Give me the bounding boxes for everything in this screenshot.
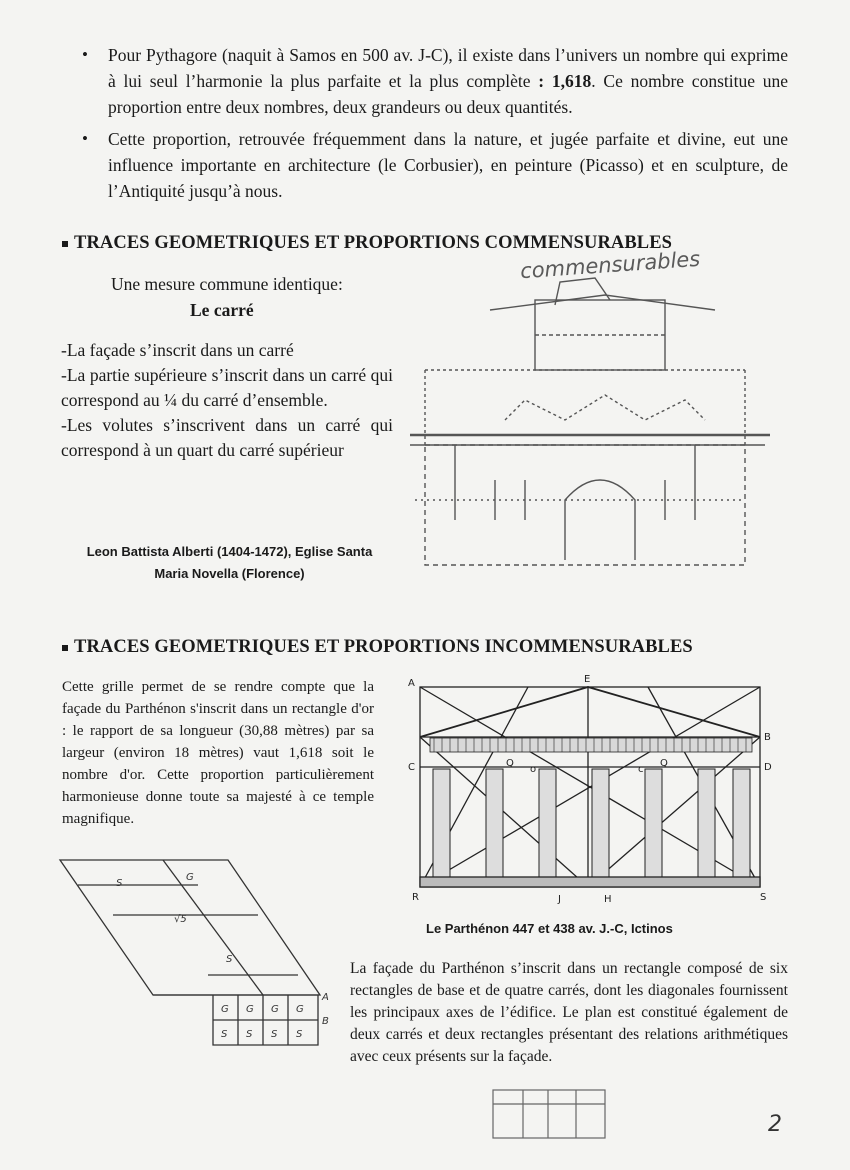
bullet-text-end: . Ce nombre constitue une proportion entre deux nombres, deux grandeurs ou deux quantités. [108, 71, 788, 117]
alberti-caption: Leon Battista Alberti (1404-1472), Eglise Santa Maria Novella (Florence) [86, 544, 373, 581]
label-q1: Q [506, 758, 514, 769]
square-description [61, 338, 393, 463]
square-bullet-icon [62, 645, 68, 651]
lead-text: Une mesure commune identique: [111, 274, 343, 294]
label-h: H [604, 894, 612, 905]
label-d: D [764, 762, 772, 773]
bullet-pythagore [80, 42, 788, 120]
santa-maria-novella-sketch [405, 270, 775, 570]
line-volutes: -Les volutes s’inscrivent dans un carré qui correspond à un quart du carré supérieur [61, 415, 393, 460]
line-upper-part: -La partie supérieure s’inscrit dans un carré qui correspond au ¼ du carré d’ensemble. [61, 365, 393, 410]
plan-grid-g-4: G [296, 1004, 304, 1015]
section-heading-incommensurables: TRACES GEOMETRIQUES ET PROPORTIONS INCOMMENSURABLES [62, 637, 693, 658]
golden-rectangle-text: Cette grille permet de se rendre compte que la façade du Parthénon s'inscrit dans un rectangle d'or : le rapport de sa longueur (30,88 mètres) par sa largeur (environ 18 mètres) vaut 1,618 soit le nombre d'or. Cette proportion particulièrement harmonieuse donne toute sa majesté à ce temple magnifique. [62, 679, 374, 827]
label-j: J [558, 894, 561, 905]
plan-grid-g-1: G [221, 1004, 229, 1015]
bullet-text: Pour Pythagore (naquit à Samos en 500 av. J-C), il existe dans l’univers un nombre qui exprime à lui seul l’harmonie la plus parfaite et la plus complète [108, 45, 788, 91]
plan-grid-g-3: G [271, 1004, 279, 1015]
label-b: B [764, 732, 771, 743]
label-c-inner: c [638, 764, 644, 775]
label-q2: Q [660, 758, 668, 769]
plan-grid-s-1: S [221, 1029, 228, 1040]
plan-label-mid-s: S [226, 954, 233, 965]
parthenon-diagram [408, 672, 783, 917]
section-heading-commensurables: TRACES GEOMETRIQUES ET PROPORTIONS COMMENSURABLES [62, 233, 672, 254]
facade-description: La façade du Parthénon s’inscrit dans un rectangle composé de six rectangles de base et de quatre carrés, dont les diagonales fournissent les principaux axes de l’édifice. Le plan est constitué également de deux carrés et deux rectangles présentant des relations arithmétiques avec ceux présents sur la façade. [350, 960, 788, 1065]
line-facade: -La façade s’inscrit dans un carré [61, 340, 294, 360]
plan-label-sqrt5: √5 [174, 914, 187, 925]
plan-grid-s-4: S [296, 1029, 303, 1040]
plan-grid-s-2: S [246, 1029, 253, 1040]
label-r: R [412, 892, 419, 903]
intro-bullets [80, 42, 788, 210]
plan-grid-s-3: S [271, 1029, 278, 1040]
plan-label-a: A [322, 992, 329, 1003]
subtitle-le-carre: Le carré [190, 300, 254, 320]
plan-grid-g-2: G [246, 1004, 254, 1015]
label-s: S [760, 892, 767, 903]
label-c: C [408, 762, 415, 773]
plan-label-s: S [116, 878, 123, 889]
label-o: o [530, 764, 537, 775]
parthenon-caption: Le Parthénon 447 et 438 av. J.-C, Ictinos [426, 921, 673, 936]
label-e: E [584, 674, 591, 685]
handwritten-note: commensurables [519, 246, 701, 284]
plan-label-b: B [322, 1016, 329, 1027]
plan-label-g: G [186, 872, 194, 883]
golden-number: : 1,618 [538, 71, 592, 91]
square-bullet-icon [62, 241, 68, 247]
page-number: 2 [768, 1112, 782, 1137]
bottom-sketch [488, 1082, 613, 1142]
bullet-proportion: • Cette proportion, retrouvée fréquemment dans la nature, et jugée parfaite et divine, eut une influence importante en architecture (le Corbusier), en peinture (Picasso) et en sculpture, de l’Antiquité jusqu’à nous. [80, 126, 788, 204]
plan-sketch [58, 850, 348, 1050]
label-a: A [408, 678, 415, 689]
